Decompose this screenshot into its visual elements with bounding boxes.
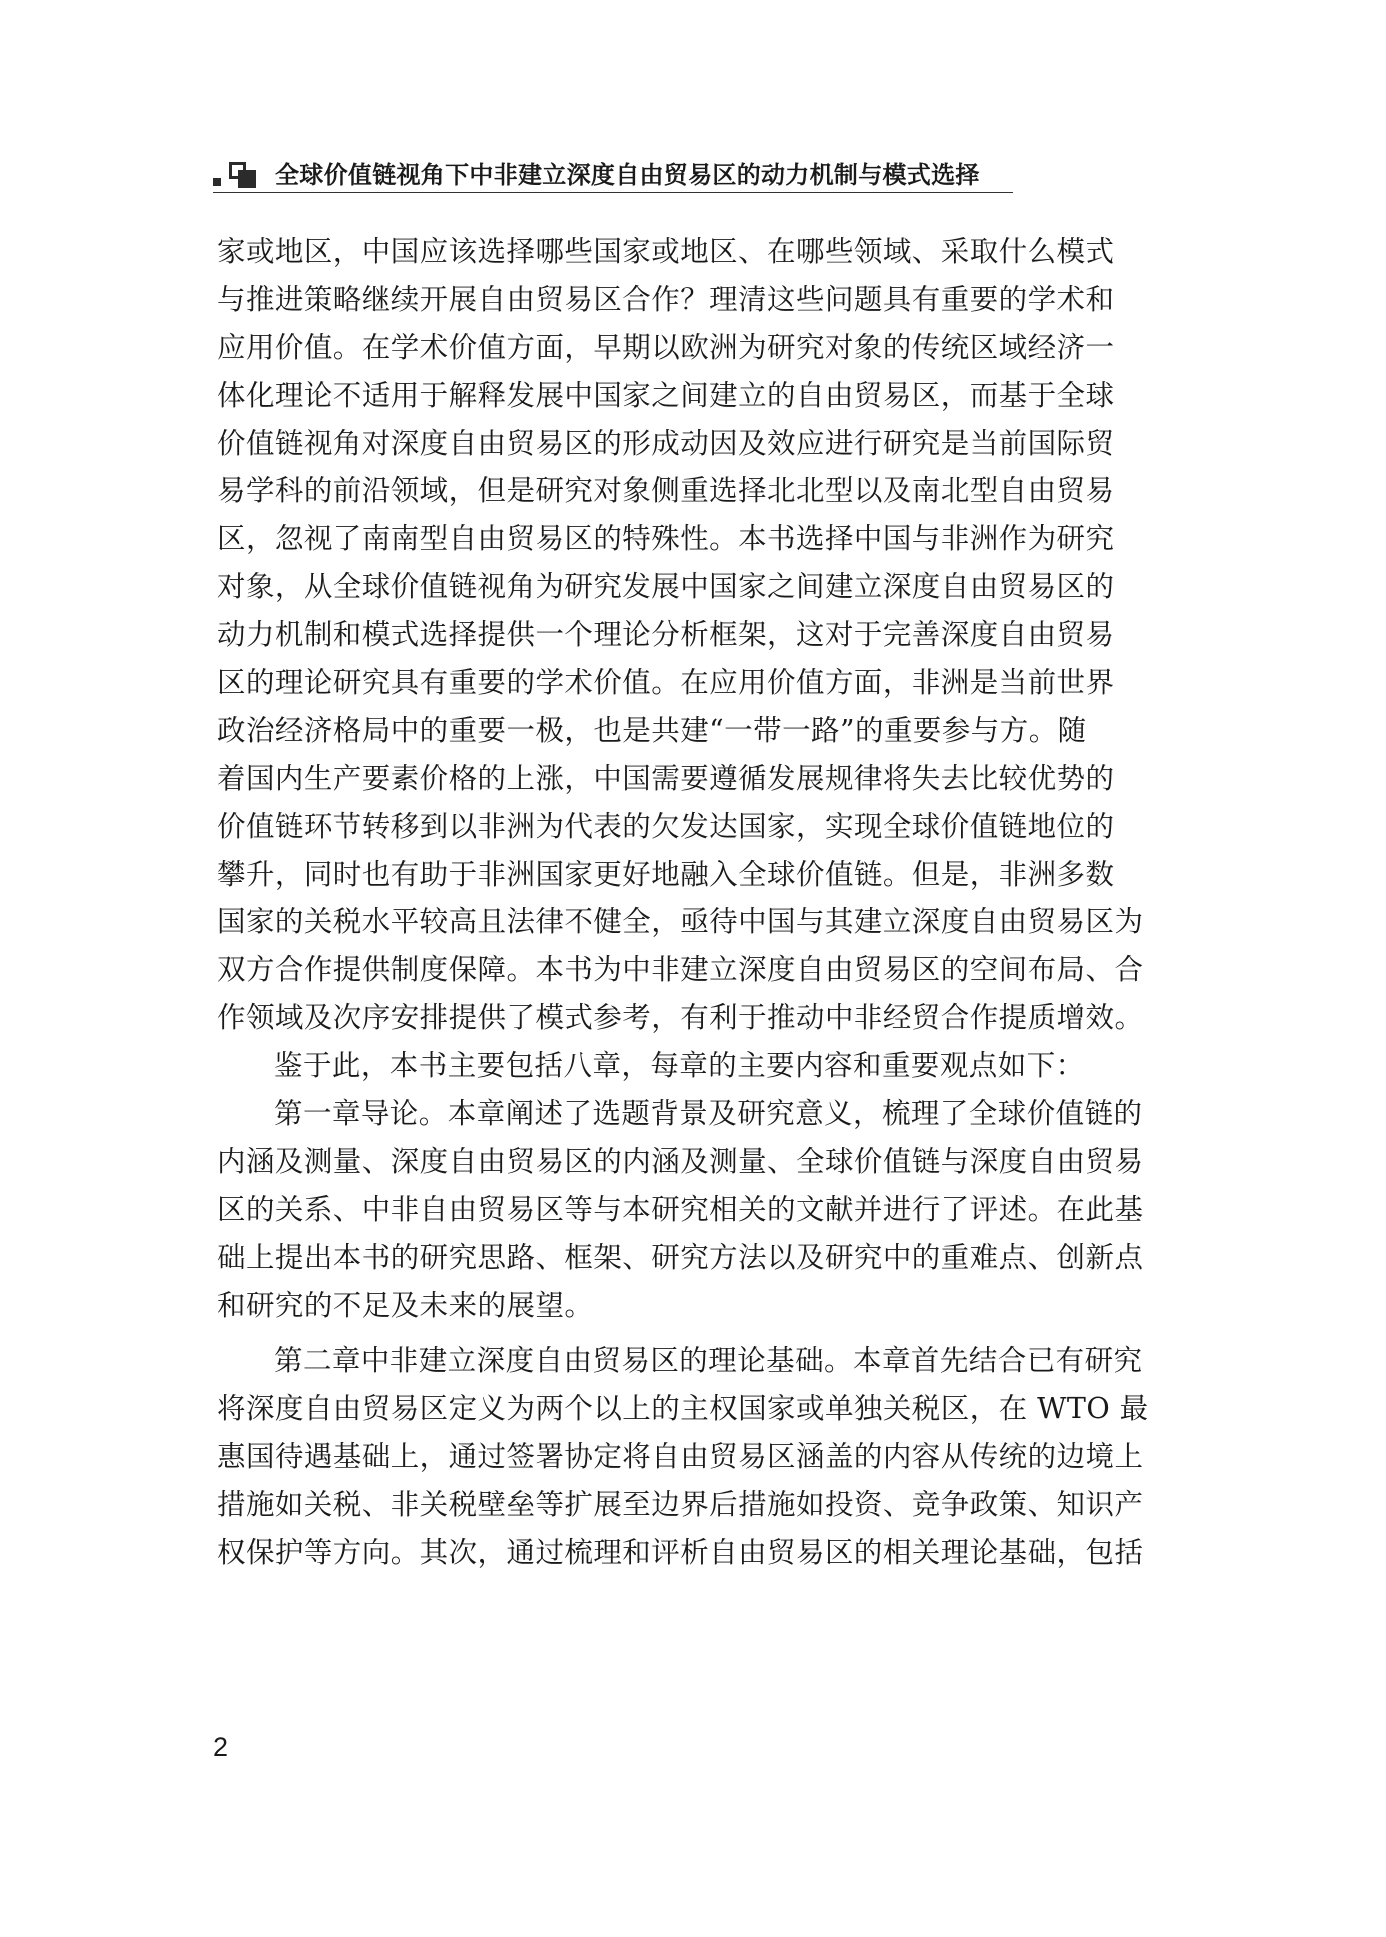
- running-header: [213, 160, 1013, 192]
- text-line: 着国内生产要素价格的上涨，中国需要遵循发展规律将失去比较优势的: [217, 761, 1115, 795]
- book-title: 全球价值链视角下中非建立深度自由贸易区的动力机制与模式选择: [275, 161, 980, 189]
- paragraph-first-line: 第二章中非建立深度自由贸易区的理论基础。本章首先结合已有研究: [274, 1344, 1143, 1378]
- text-line: 作领域及次序安排提供了模式参考，有利于推动中非经贸合作提质增效。: [217, 1001, 1144, 1035]
- text-line: 价值链环节转移到以非洲为代表的欠发达国家，实现全球价值链地位的: [217, 809, 1115, 843]
- stacked-squares-icon: [213, 162, 273, 190]
- paragraph-first-line: 第一章导论。本章阐述了选题背景及研究意义，梳理了全球价值链的: [274, 1097, 1143, 1131]
- page-number: 2: [213, 1732, 229, 1762]
- paragraph-first-line: 鉴于此，本书主要包括八章，每章的主要内容和重要观点如下：: [274, 1049, 1085, 1083]
- header-divider: [213, 192, 1013, 193]
- text-line: 措施如关税、非关税壁垒等扩展至边界后措施如投资、竞争政策、知识产: [217, 1488, 1144, 1522]
- text-line: 对象，从全球价值链视角为研究发展中国家之间建立深度自由贸易区的: [217, 570, 1115, 604]
- text-line: 将深度自由贸易区定义为两个以上的主权国家或单独关税区，在 WTO 最: [217, 1392, 1149, 1426]
- text-line: 动力机制和模式选择提供一个理论分析框架，这对于完善深度自由贸易: [217, 618, 1115, 652]
- body-text: [217, 228, 1157, 1577]
- text-line: 国家的关税水平较高且法律不健全，亟待中国与其建立深度自由贸易区为: [217, 905, 1144, 939]
- text-line: 价值链视角对深度自由贸易区的形成动因及效应进行研究是当前国际贸: [217, 426, 1115, 460]
- text-line: 家或地区，中国应该选择哪些国家或地区、在哪些领域、采取什么模式: [217, 235, 1115, 268]
- text-line: 与推进策略继续开展自由贸易区合作？理清这些问题具有重要的学术和: [217, 282, 1115, 316]
- paragraph-gap: [217, 1329, 1157, 1337]
- text-line: 应用价值。在学术价值方面，早期以欧洲为研究对象的传统区域经济一: [217, 330, 1115, 364]
- text-line: 体化理论不适用于解释发展中国家之间建立的自由贸易区，而基于全球: [217, 378, 1115, 412]
- text-line: 础上提出本书的研究思路、框架、研究方法以及研究中的重难点、创新点: [217, 1240, 1144, 1274]
- text-line: 区的关系、中非自由贸易区等与本研究相关的文献并进行了评述。在此基: [217, 1192, 1144, 1226]
- text-line: 权保护等方向。其次，通过梳理和评析自由贸易区的相关理论基础，包括: [217, 1536, 1144, 1570]
- text-line: 攀升，同时也有助于非洲国家更好地融入全球价值链。但是，非洲多数: [217, 857, 1115, 891]
- text-line: 内涵及测量、深度自由贸易区的内涵及测量、全球价值链与深度自由贸易: [217, 1144, 1144, 1178]
- text-line: 和研究的不足及未来的展望。: [217, 1288, 594, 1322]
- text-line: 区的理论研究具有重要的学术价值。在应用价值方面，非洲是当前世界: [217, 666, 1115, 700]
- text-line: 易学科的前沿领域，但是研究对象侧重选择北北型以及南北型自由贸易: [217, 474, 1115, 508]
- text-line: 双方合作提供制度保障。本书为中非建立深度自由贸易区的空间布局、合: [217, 953, 1144, 987]
- text-line: 政治经济格局中的重要一极，也是共建“一带一路”的重要参与方。随: [217, 713, 1087, 747]
- text-line: 区，忽视了南南型自由贸易区的特殊性。本书选择中国与非洲作为研究: [217, 522, 1115, 556]
- text-line: 惠国待遇基础上，通过签署协定将自由贸易区涵盖的内容从传统的边境上: [217, 1440, 1144, 1474]
